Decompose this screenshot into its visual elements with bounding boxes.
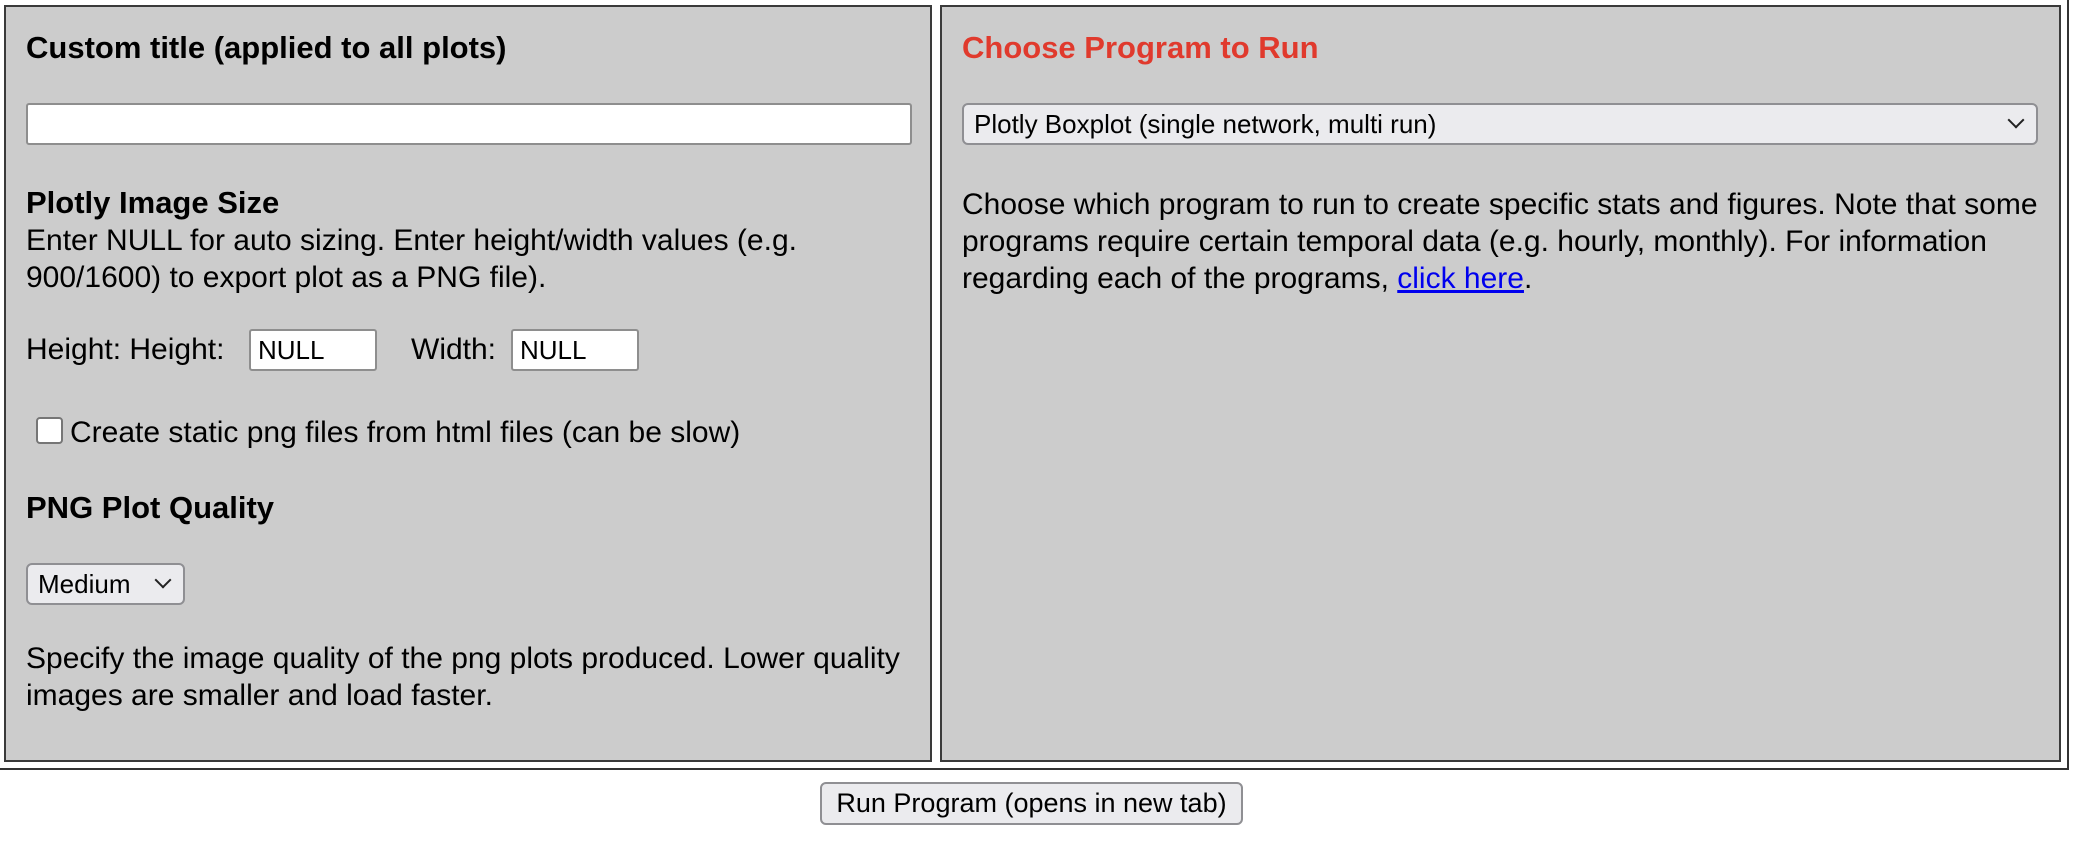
program-selected: Plotly Boxplot (single network, multi run) [974, 109, 1437, 139]
custom-title-heading: Custom title (applied to all plots) [26, 30, 507, 65]
left-options-panel [4, 5, 932, 762]
run-program-button[interactable]: Run Program (opens in new tab) [820, 782, 1243, 825]
right-program-panel [940, 5, 2061, 762]
chevron-down-icon [155, 572, 172, 589]
png-quality-select[interactable] [26, 563, 185, 605]
program-description [962, 186, 2042, 297]
program-select[interactable] [962, 103, 2038, 145]
image-size-heading: Plotly Image Size [26, 185, 280, 220]
program-heading: Choose Program to Run [962, 30, 1319, 65]
height-label: Height: Height: [26, 333, 225, 366]
program-description-end: . [1523, 262, 1533, 295]
static-png-checkbox[interactable] [36, 417, 63, 444]
png-quality-heading: PNG Plot Quality [26, 490, 275, 525]
program-info-link[interactable]: click here [1397, 262, 1524, 295]
width-input[interactable] [511, 329, 639, 371]
png-quality-description: Specify the image quality of the png plots produced. Lower quality images are smaller and load faster. [26, 642, 900, 712]
program-description-text: Choose which program to run to create specific stats and figures. Note that some programs require certain temporal data (e.g. hourly, monthly). For information regarding each of the programs, [962, 188, 2038, 295]
image-size-description: Enter NULL for auto sizing. Enter height/width values (e.g. 900/1600) to export plot as a PNG file). [26, 224, 797, 294]
height-input[interactable] [249, 329, 377, 371]
png-quality-selected: Medium [38, 569, 131, 599]
custom-title-input[interactable] [26, 103, 912, 145]
width-label: Width: [411, 333, 497, 366]
static-png-label: Create static png files from html files (can be slow) [70, 416, 741, 449]
chevron-down-icon [2008, 112, 2025, 129]
